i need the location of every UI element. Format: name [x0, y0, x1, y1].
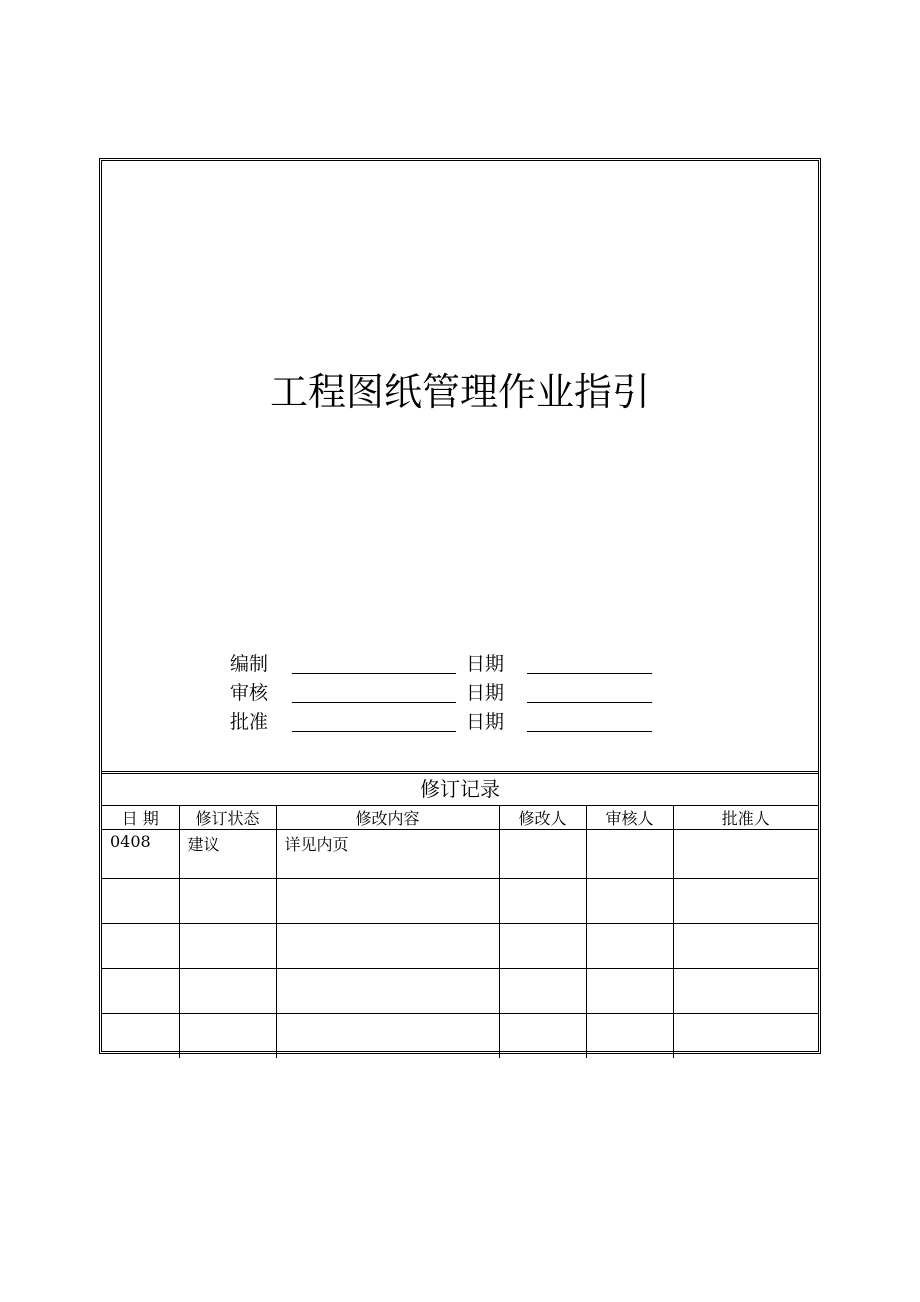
cell-reviewer	[586, 924, 673, 969]
cell-reviewer	[586, 969, 673, 1014]
cell-status	[179, 924, 276, 969]
cover-frame	[99, 158, 821, 1054]
signoff-role-label: 编制	[230, 653, 269, 675]
cell-content	[276, 969, 499, 1014]
revision-table	[102, 806, 818, 1058]
table-row	[102, 1014, 818, 1059]
date-line	[527, 731, 652, 732]
table-row	[102, 830, 818, 879]
cell-content: 详见内页	[276, 830, 499, 879]
table-row	[102, 969, 818, 1014]
cell-approver	[673, 969, 818, 1014]
cell-approver	[673, 879, 818, 924]
cell-modifier	[499, 969, 586, 1014]
header-reviewer: 审核人	[586, 806, 673, 830]
signoff-role-label: 审核	[230, 682, 269, 704]
cell-modifier	[499, 1014, 586, 1059]
signature-line	[292, 731, 456, 732]
cell-reviewer	[586, 1014, 673, 1059]
signoff-row-reviewed	[230, 678, 710, 706]
cell-approver	[673, 1014, 818, 1059]
cell-modifier	[499, 830, 586, 879]
revision-record	[102, 771, 818, 1058]
table-row	[102, 924, 818, 969]
cell-date	[102, 969, 179, 1014]
cell-approver	[673, 924, 818, 969]
cell-content	[276, 924, 499, 969]
table-header-row	[102, 806, 818, 830]
document-title: 工程图纸管理作业指引	[269, 370, 650, 414]
signoff-date-label: 日期	[466, 653, 505, 675]
signoff-role-label: 批准	[230, 711, 269, 733]
cell-modifier	[499, 879, 586, 924]
cell-date	[102, 879, 179, 924]
revision-title: 修订记录	[102, 774, 818, 806]
header-content: 修改内容	[276, 806, 499, 830]
cell-reviewer	[586, 879, 673, 924]
table-row	[102, 879, 818, 924]
cell-content	[276, 1014, 499, 1059]
cell-reviewer	[586, 830, 673, 879]
signoff-date-label: 日期	[466, 682, 505, 704]
header-status: 修订状态	[179, 806, 276, 830]
date-line	[527, 673, 652, 674]
cell-date	[102, 1014, 179, 1059]
cell-modifier	[499, 924, 586, 969]
cell-approver	[673, 830, 818, 879]
signature-line	[292, 673, 456, 674]
header-approver: 批准人	[673, 806, 818, 830]
cell-content	[276, 879, 499, 924]
signoff-row-approved	[230, 707, 710, 735]
cell-status	[179, 1014, 276, 1059]
header-modifier: 修改人	[499, 806, 586, 830]
signature-line	[292, 702, 456, 703]
cell-date	[102, 924, 179, 969]
header-date: 日 期	[102, 806, 179, 830]
cell-date: 0408	[102, 830, 179, 879]
signoff-date-label: 日期	[466, 711, 505, 733]
cell-status	[179, 879, 276, 924]
cell-status	[179, 969, 276, 1014]
cell-status: 建议	[179, 830, 276, 879]
signoff-row-prepared	[230, 649, 710, 677]
date-line	[527, 702, 652, 703]
